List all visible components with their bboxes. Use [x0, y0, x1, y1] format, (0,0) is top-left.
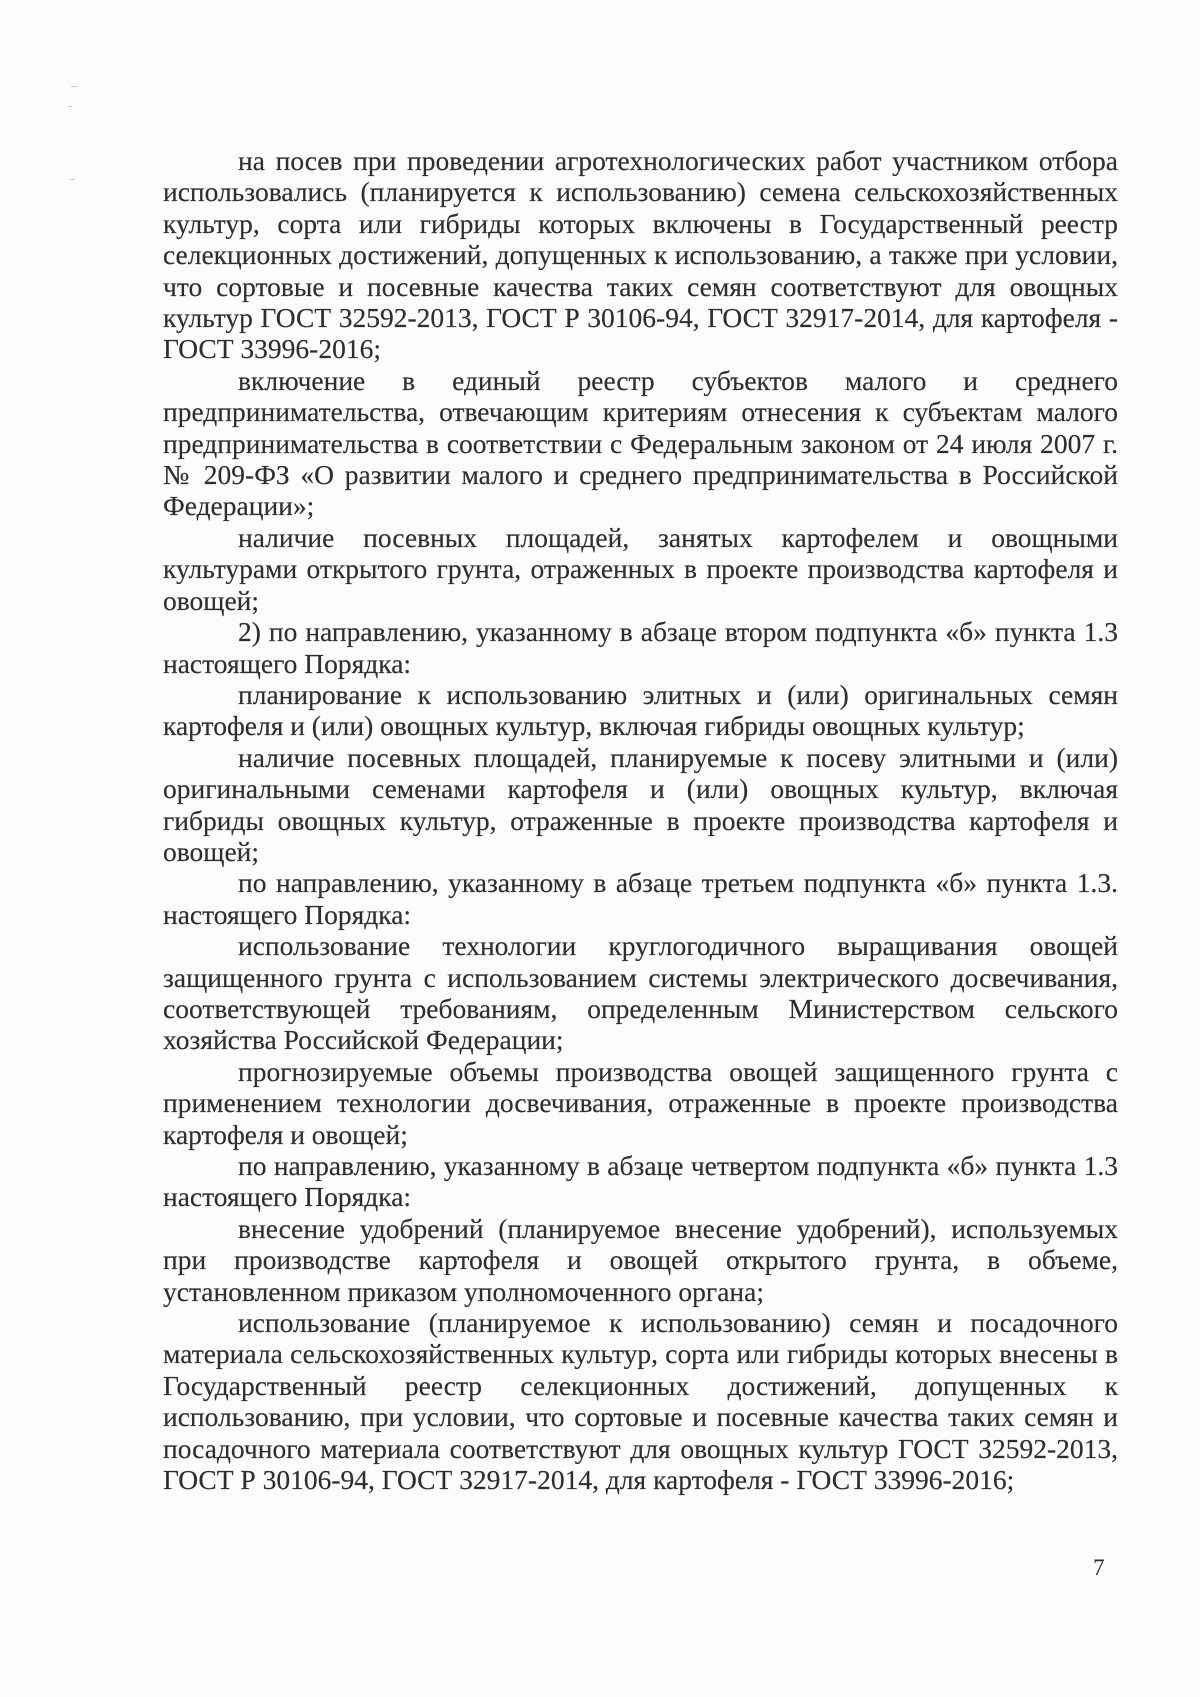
paragraph: включение в единый реестр субъектов малого и среднего предпринимательства, отвечающим критериям отнесения к субъектам малого предпринимательства в соответствии с Федеральным законом от 24 июля 2007 г. № 209-ФЗ «О развитии малого и среднего предпринимательства в Российской Федерации»;	[163, 364, 1118, 522]
scan-speck	[71, 86, 77, 87]
paragraph: 2) по направлению, указанному в абзаце втором подпункта «б» пункта 1.3 настоящего Порядка:	[163, 616, 1118, 679]
paragraph: наличие посевных площадей, планируемые к посеву элитными и (или) оригинальными семенами картофеля и (или) овощных культур, включая гибриды овощных культур, отраженные в проекте производства картофеля и овощей;	[163, 741, 1118, 867]
document-body	[163, 145, 1118, 1495]
page-number: 7	[1093, 1555, 1105, 1580]
paragraph: прогнозируемые объемы производства овощей защищенного грунта с применением технологии досвечивания, отраженные в проекте производства картофеля и овощей;	[163, 1055, 1118, 1150]
paragraph: наличие посевных площадей, занятых картофелем и овощными культурами открытого грунта, отраженных в проекте производства картофеля и овощей;	[163, 521, 1118, 616]
paragraph: планирование к использованию элитных и (или) оригинальных семян картофеля и (или) овощных культур, включая гибриды овощных культур;	[163, 678, 1118, 742]
paragraph: по направлению, указанному в абзаце четвертом подпункта «б» пункта 1.3 настоящего Порядка:	[163, 1150, 1118, 1213]
scan-speck	[68, 106, 72, 107]
scan-speck	[70, 179, 75, 180]
paragraph: на посев при проведении агротехнологических работ участником отбора использовались (планируется к использованию) семена сельскохозяйственных культур, сорта или гибриды которых включены в Государственный реестр селекционных достижений, допущенных к использованию, а также при условии, что сортовые и посевные качества таких семян соответствуют для овощных культур ГОСТ 32592-2013, ГОСТ Р 30106-94, ГОСТ 32917-2014, для картофеля - ГОСТ 33996-2016;	[163, 145, 1118, 365]
paragraph: внесение удобрений (планируемое внесение удобрений), используемых при производстве картофеля и овощей открытого грунта, в объеме, установленном приказом уполномоченного органа;	[163, 1212, 1118, 1307]
paragraph: использование технологии круглогодичного выращивания овощей защищенного грунта с использованием системы электрического досвечивания, соответствующей требованиям, определенным Министерством сельского хозяйства Российской Федерации;	[163, 930, 1118, 1056]
paragraph: использование (планируемое к использованию) семян и посадочного материала сельскохозяйственных культур, сорта или гибриды которых внесены в Государственный реестр селекционных достижений, допущенных к использованию, при условии, что сортовые и посевные качества таких семян и посадочного материала соответствуют для овощных культур ГОСТ 32592-2013, ГОСТ Р 30106-94, ГОСТ 32917-2014, для картофеля - ГОСТ 33996-2016;	[163, 1307, 1118, 1496]
paragraph: по направлению, указанному в абзаце третьем подпункта «б» пункта 1.3. настоящего Порядка:	[163, 867, 1118, 930]
